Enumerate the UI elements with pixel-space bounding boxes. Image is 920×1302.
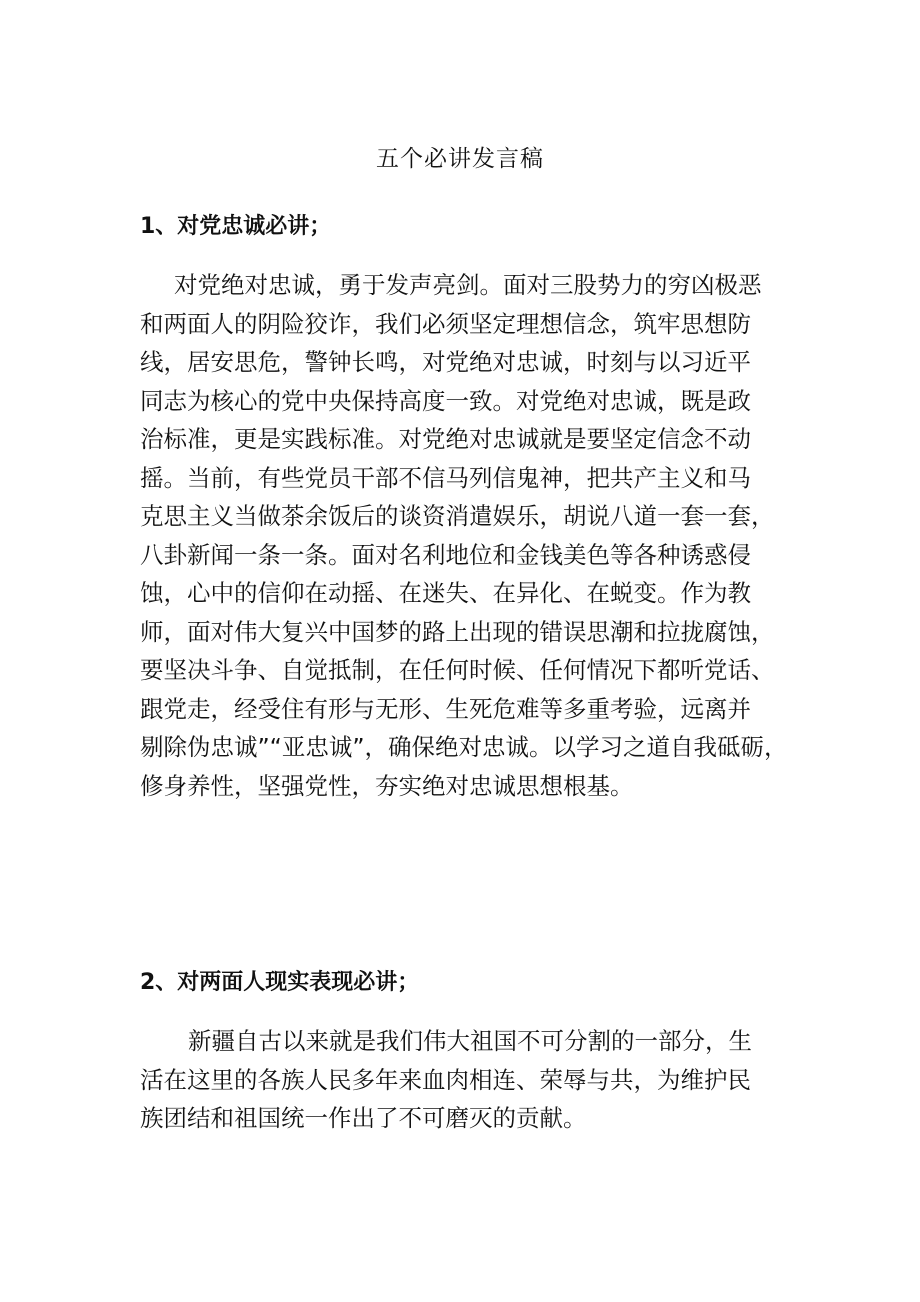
paragraph-line: 新疆自古以来就是我们伟大祖国不可分割的一部分，生 xyxy=(188,1027,752,1055)
paragraph-line: 跟党走，经受住有形与无形、生死危难等多重考验，远离并 xyxy=(140,694,751,723)
paragraph-line: 治标准，更是实践标准。对党绝对忠诚就是要坚定信念不动 xyxy=(140,425,751,453)
page-title: 五个必讲发言稿 xyxy=(376,146,544,172)
paragraph-line: 剔除伪忠诚”“亚忠诚”，确保绝对忠诚。以学习之道自我砥砺， xyxy=(140,733,788,761)
paragraph-line: 族团结和祖国统一作出了不可磨灭的贡献。 xyxy=(140,1104,587,1132)
paragraph-line: 师，面对伟大复兴中国梦的路上出现的错误思潮和拉拢腐蚀， xyxy=(140,617,775,646)
section-heading-2: 2、对两面人现实表现必讲； xyxy=(140,970,420,995)
paragraph-line: 对党绝对忠诚，勇于发声亮剑。面对三股势力的穷凶极恶 xyxy=(174,271,762,299)
paragraph-line: 线，居安思危，警钟长鸣，对党绝对忠诚，时刻与以习近平 xyxy=(140,348,751,376)
paragraph-line: 蚀，心中的信仰在动摇、在迷失、在异化、在蜕变。作为教 xyxy=(140,579,751,607)
paragraph-line: 和两面人的阴险狡诈，我们必须坚定理想信念，筑牢思想防 xyxy=(140,309,751,338)
paragraph-line: 摇。当前，有些党员干部不信马列信鬼神，把共产主义和马 xyxy=(140,463,751,492)
section-paragraph-2 xyxy=(140,1022,782,1138)
paragraph-line: 活在这里的各族人民多年来血肉相连、荣辱与共，为维护民 xyxy=(140,1065,751,1094)
paragraph-line: 克思主义当做茶余饭后的谈资消遣娱乐，胡说八道一套一套， xyxy=(140,502,775,530)
section-heading-1: 1、对党忠诚必讲； xyxy=(140,214,332,239)
paragraph-line: 要坚决斗争、自觉抵制，在任何时候、任何情况下都听党话、 xyxy=(140,656,775,684)
paragraph-line: 修身养性，坚强党性，夯实绝对忠诚思想根基。 xyxy=(140,771,634,800)
section-paragraph-1 xyxy=(140,266,788,805)
paragraph-line: 同志为核心的党中央保持高度一致。对党绝对忠诚，既是政 xyxy=(140,386,751,415)
paragraph-line: 八卦新闻一条一条。面对名利地位和金钱美色等各种诱惑侵 xyxy=(140,540,751,569)
